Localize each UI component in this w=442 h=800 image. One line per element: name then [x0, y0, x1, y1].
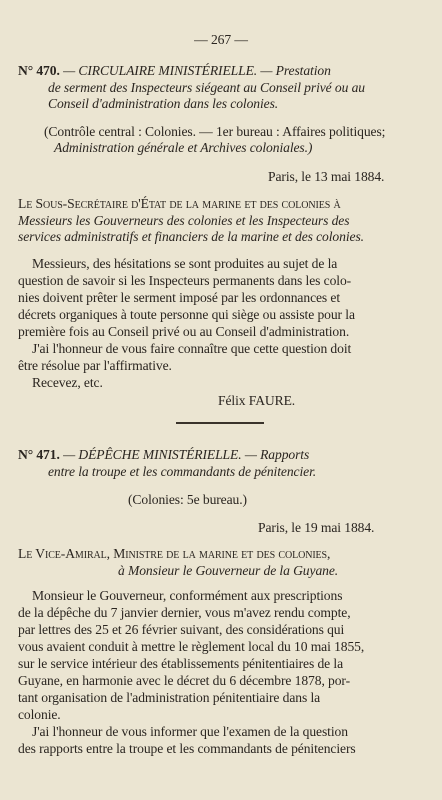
doc471-body-10: des rapports entre la troupe et les commandants de pénitenciers	[18, 741, 356, 756]
doc470-body-4: décrets organiques à toute personne qui siège ou assiste pour la	[18, 307, 355, 322]
doc471-dateline: Paris, le 19 mai 1884.	[258, 520, 375, 535]
doc471-body-5: sur le service intérieur des établissements pénitentiaires de la	[18, 656, 344, 671]
doc470-addressee-3: services administratifs et financiers de la marine et des colonies.	[18, 229, 364, 244]
doc471-heading-line	[18, 446, 442, 463]
doc470-body-2: question de savoir si les Inspecteurs permanents dans les colo-	[18, 273, 352, 288]
doc471-heading-cont: entre la troupe et les commandants de pénitencier.	[48, 464, 317, 479]
doc470-heading: — CIRCULAIRE MINISTÉRIELLE. — Prestation	[63, 63, 331, 78]
doc471-body-8: colonie.	[18, 707, 61, 722]
doc471-heading: — DÉPÊCHE MINISTÉRIELLE. — Rapports	[63, 447, 310, 462]
doc470-body-1: Messieurs, des hésitations se sont produites au sujet de la	[32, 256, 338, 271]
doc471-bureau: (Colonies: 5e bureau.)	[128, 492, 247, 507]
doc470-body-6: J'ai l'honneur de vous faire connaître que cette question doit	[32, 341, 352, 356]
doc470-number: N° 470.	[18, 63, 60, 78]
doc470-body-5: première fois au Conseil privé ou au Conseil d'administration.	[18, 324, 350, 339]
doc471-addressee-1: Le Vice-Amiral, Ministre de la marine et des colonies,	[18, 546, 331, 561]
doc470-control-2: Administration générale et Archives coloniales.)	[54, 140, 313, 155]
doc471-body-3: par lettres des 25 et 26 février suivant, des considérations qui	[18, 622, 345, 637]
doc471-body-1: Monsieur le Gouverneur, conformément aux prescriptions	[32, 588, 343, 603]
doc470-addressee-2: Messieurs les Gouverneurs des colonies et les Inspecteurs des	[18, 213, 350, 228]
doc470-control-1: (Contrôle central : Colonies. — 1er bureau : Affaires politiques;	[44, 124, 386, 139]
doc470-addressee-1: Le Sous-Secrétaire d'État de la marine et des colonies à	[18, 196, 341, 211]
doc471-body-9: J'ai l'honneur de vous informer que l'examen de la question	[32, 724, 348, 739]
page-number: — 267 —	[194, 32, 248, 47]
doc471-body-4: vous avaient conduit à mettre le règlement local du 10 mai 1855,	[18, 639, 365, 654]
doc470-body-3: nies doivent prêter le serment imposé par les ordonnances et	[18, 290, 341, 305]
doc471-addressee-2: à Monsieur le Gouverneur de la Guyane.	[118, 563, 339, 578]
doc471-body-7: tant organisation de l'administration pénitentiaire dans la	[18, 690, 321, 705]
doc470-body-7: être résolue par l'affirmative.	[18, 358, 172, 373]
doc470-heading-cont1: de serment des Inspecteurs siégeant au Conseil privé ou au	[48, 80, 365, 95]
doc470-heading-line	[18, 62, 442, 79]
doc470-closing: Recevez, etc.	[32, 375, 103, 390]
doc471-number: N° 471.	[18, 447, 60, 462]
doc470-heading-cont2: Conseil d'administration dans les colonies.	[48, 96, 279, 111]
section-divider	[176, 422, 264, 424]
doc471-body-6: Guyane, en harmonie avec le décret du 6 décembre 1878, por-	[18, 673, 351, 688]
doc470-signature: Félix FAURE.	[218, 393, 296, 408]
doc471-body-2: de la dépêche du 7 janvier dernier, vous m'avez rendu compte,	[18, 605, 351, 620]
doc470-dateline: Paris, le 13 mai 1884.	[268, 169, 385, 184]
